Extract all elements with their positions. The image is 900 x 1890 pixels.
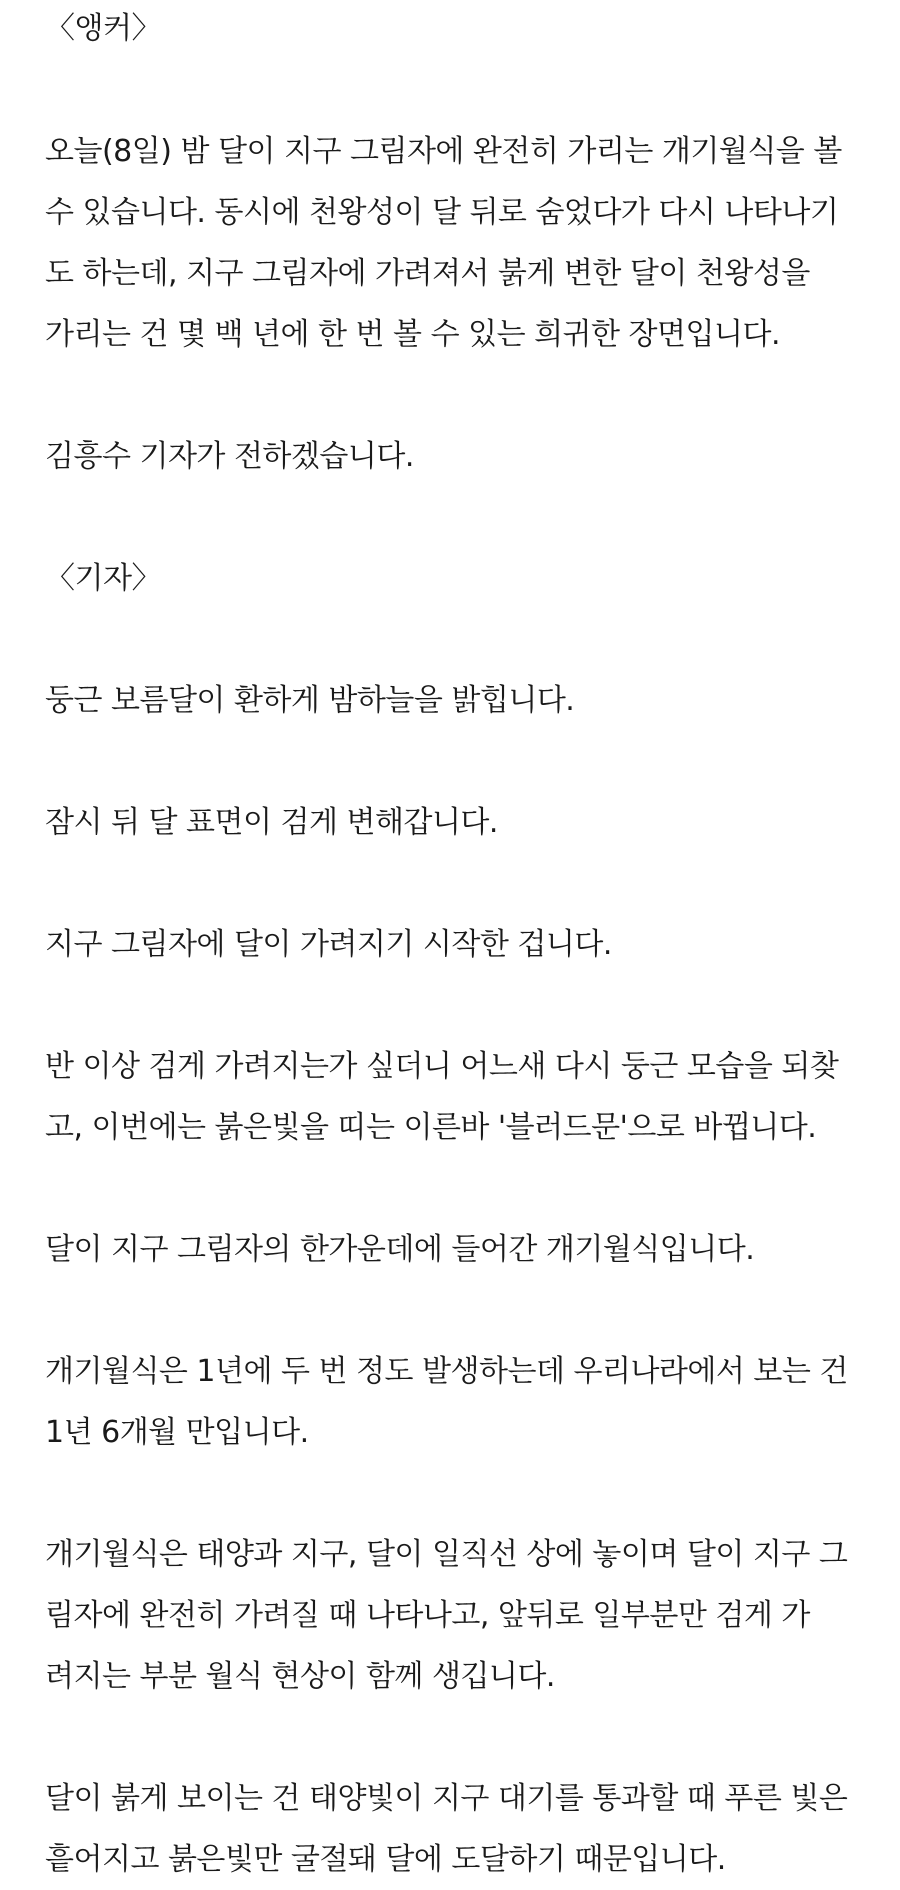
paragraph-line: 달이 붉게 보이는 건 태양빛이 지구 대기를 통과할 때 푸른 빛은 — [45, 1781, 848, 1816]
paragraph: 둥근 보름달이 환하게 밤하늘을 밝힙니다. — [45, 683, 575, 718]
lead-paragraph — [45, 121, 865, 365]
paragraph — [45, 1524, 865, 1707]
paragraph-line: 림자에 완전히 가려질 때 나타나고, 앞뒤로 일부분만 검게 가 — [45, 1598, 810, 1633]
paragraph-line: 개기월식은 1년에 두 번 정도 발생하는데 우리나라에서 보는 건 — [45, 1354, 848, 1389]
paragraph-line: 반 이상 검게 가려지는가 싶더니 어느새 다시 둥근 모습을 되찾 — [45, 1049, 839, 1084]
lead-line: 수 있습니다. 동시에 천왕성이 달 뒤로 숨었다가 다시 나타나기 — [45, 195, 839, 230]
paragraph — [45, 1341, 865, 1463]
paragraph-line: 고, 이번에는 붉은빛을 띠는 이른바 '블러드문'으로 바뀝니다. — [45, 1110, 817, 1145]
paragraph-line: 개기월식은 태양과 지구, 달이 일직선 상에 놓이며 달이 지구 그 — [45, 1537, 848, 1572]
lead-line: 가리는 건 몇 백 년에 한 번 볼 수 있는 희귀한 장면입니다. — [45, 317, 780, 352]
article-body — [45, 0, 865, 1890]
paragraph: 달이 지구 그림자의 한가운데에 들어간 개기월식입니다. — [45, 1232, 755, 1267]
paragraph — [45, 1768, 865, 1890]
paragraph: 지구 그림자에 달이 가려지기 시작한 겁니다. — [45, 927, 612, 962]
paragraph-line: 1년 6개월 만입니다. — [45, 1415, 309, 1450]
reporter-label: 〈기자〉 — [45, 561, 161, 596]
reporter-intro: 김흥수 기자가 전하겠습니다. — [45, 439, 414, 474]
paragraph — [45, 1036, 865, 1158]
lead-line: 오늘(8일) 밤 달이 지구 그림자에 완전히 가리는 개기월식을 볼 — [45, 134, 842, 169]
paragraph-line: 려지는 부분 월식 현상이 함께 생깁니다. — [45, 1659, 555, 1694]
lead-line: 도 하는데, 지구 그림자에 가려져서 붉게 변한 달이 천왕성을 — [45, 256, 810, 291]
anchor-label: 〈앵커〉 — [45, 11, 161, 46]
paragraph-line: 흩어지고 붉은빛만 굴절돼 달에 도달하기 때문입니다. — [45, 1842, 726, 1877]
paragraph: 잠시 뒤 달 표면이 검게 변해갑니다. — [45, 805, 498, 840]
